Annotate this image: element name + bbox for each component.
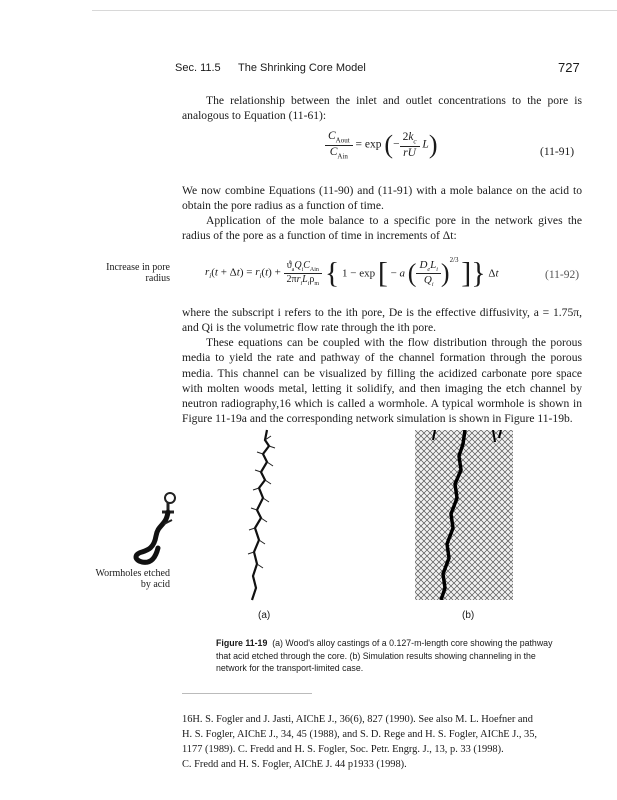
figure-a-label: (a): [258, 610, 271, 621]
figure-caption-text: (a) Wood's alloy castings of a 0.127-m-length core showing the pathway that acid etched through the core. (b) Simulation results showing channeling in the network for the transport-limited case.: [216, 638, 553, 673]
footnote-rule: [182, 693, 312, 694]
paragraph-5-text: These equations can be coupled with the flow distribution through the porous media to yield the rate and pathway of the channel formation through the porous media. This channel can be visualized by filling the acidized carbonate pore space with molten woods metal, letting it solidify, and then imaging the etch channel by neutron radiography,16 which is called a wormhole. A typical wormhole is shown in Figure 11-19a and the corresponding network simulation is shown in Figure 11-19b.: [182, 336, 582, 426]
margin-note-wormholes: [85, 568, 170, 590]
equation-number-11-91: (11-91): [540, 146, 575, 158]
figure-a-wormhole-casting: [245, 428, 285, 603]
page-number: 727: [558, 60, 580, 75]
footnote: [182, 712, 587, 772]
equation-number-11-92: (11-92): [545, 269, 580, 281]
section-title: The Shrinking Core Model: [238, 62, 366, 74]
margin-note-2-line-2: by acid: [140, 579, 170, 590]
margin-note-2-line-1: Wormholes etched: [95, 568, 170, 579]
figure-caption-label: Figure 11-19: [216, 638, 268, 648]
wormhole-tube-icon: [128, 490, 184, 568]
footnote-line-1: 16H. S. Fogler and J. Jasti, AIChE J., 36(6), 827 (1990). See also M. L. Hoefner and: [182, 714, 533, 725]
footnote-line-2: H. S. Fogler, AIChE J., 34, 45 (1988), and S. D. Rege and H. S. Fogler, AIChE J., 35,: [182, 729, 538, 740]
equation-11-91: $\frac{C_{Aout}}{C_{Ain}}$ = exp (− $\frac{2k_c}{rU}$ L): [325, 130, 465, 170]
paragraph-1-text: The relationship between the inlet and outlet concentrations to the pore is analogous to Equation (11-61):: [182, 94, 582, 123]
concentration-ratio: $\frac{C_{Aout}}{C_{Ain}}$: [325, 130, 353, 160]
footnote-line-4: C. Fredd and H. S. Fogler, AIChE J. 44 p1933 (1998).: [182, 759, 407, 770]
paragraph-2: [182, 183, 582, 214]
paragraph-3-text: Application of the mole balance to a specific pore in the network gives the radius of the pore as a function of time in increments of Δt:: [182, 214, 582, 243]
paragraph-4-text: where the subscript i refers to the ith pore, De is the effective diffusivity, a = 1.75π, and Qi is the volumetric flow rate through the ith pore.: [182, 306, 582, 335]
figure-b-label: (b): [462, 610, 475, 621]
paragraph-2-text: We now combine Equations (11-90) and (11-91) with a mole balance on the acid to obtain the pore radius as a function of time.: [182, 184, 582, 213]
paragraph-4: [182, 305, 582, 336]
figure-caption: [216, 637, 556, 675]
margin-note-pore-radius: [95, 262, 170, 284]
paragraph-1: [182, 93, 582, 124]
page-top-rule: [92, 10, 617, 11]
figure-b-network-simulation: [415, 430, 513, 600]
paragraph-5: [182, 335, 582, 427]
equation-11-92: $r_i(t + \Delta t) = r_i(t)$ + $\frac{ϑ_aQ_iC_{Ain}}{2\pi r_iL_i\rho_m}$ { 1 − exp [ − a ( $\frac{D_eL_i}{Q_i}$ )$^{2/3}$ ]} Δt: [205, 256, 499, 290]
margin-note-1-line-2: radius: [145, 273, 170, 284]
section-number: Sec. 11.5: [175, 62, 221, 74]
paragraph-3: [182, 213, 582, 244]
footnote-line-3: 1177 (1989). C. Fredd and H. S. Fogler, Soc. Petr. Engrg. J., 13, p. 33 (1998).: [182, 744, 504, 755]
margin-note-1-line-1: Increase in pore: [106, 262, 170, 273]
